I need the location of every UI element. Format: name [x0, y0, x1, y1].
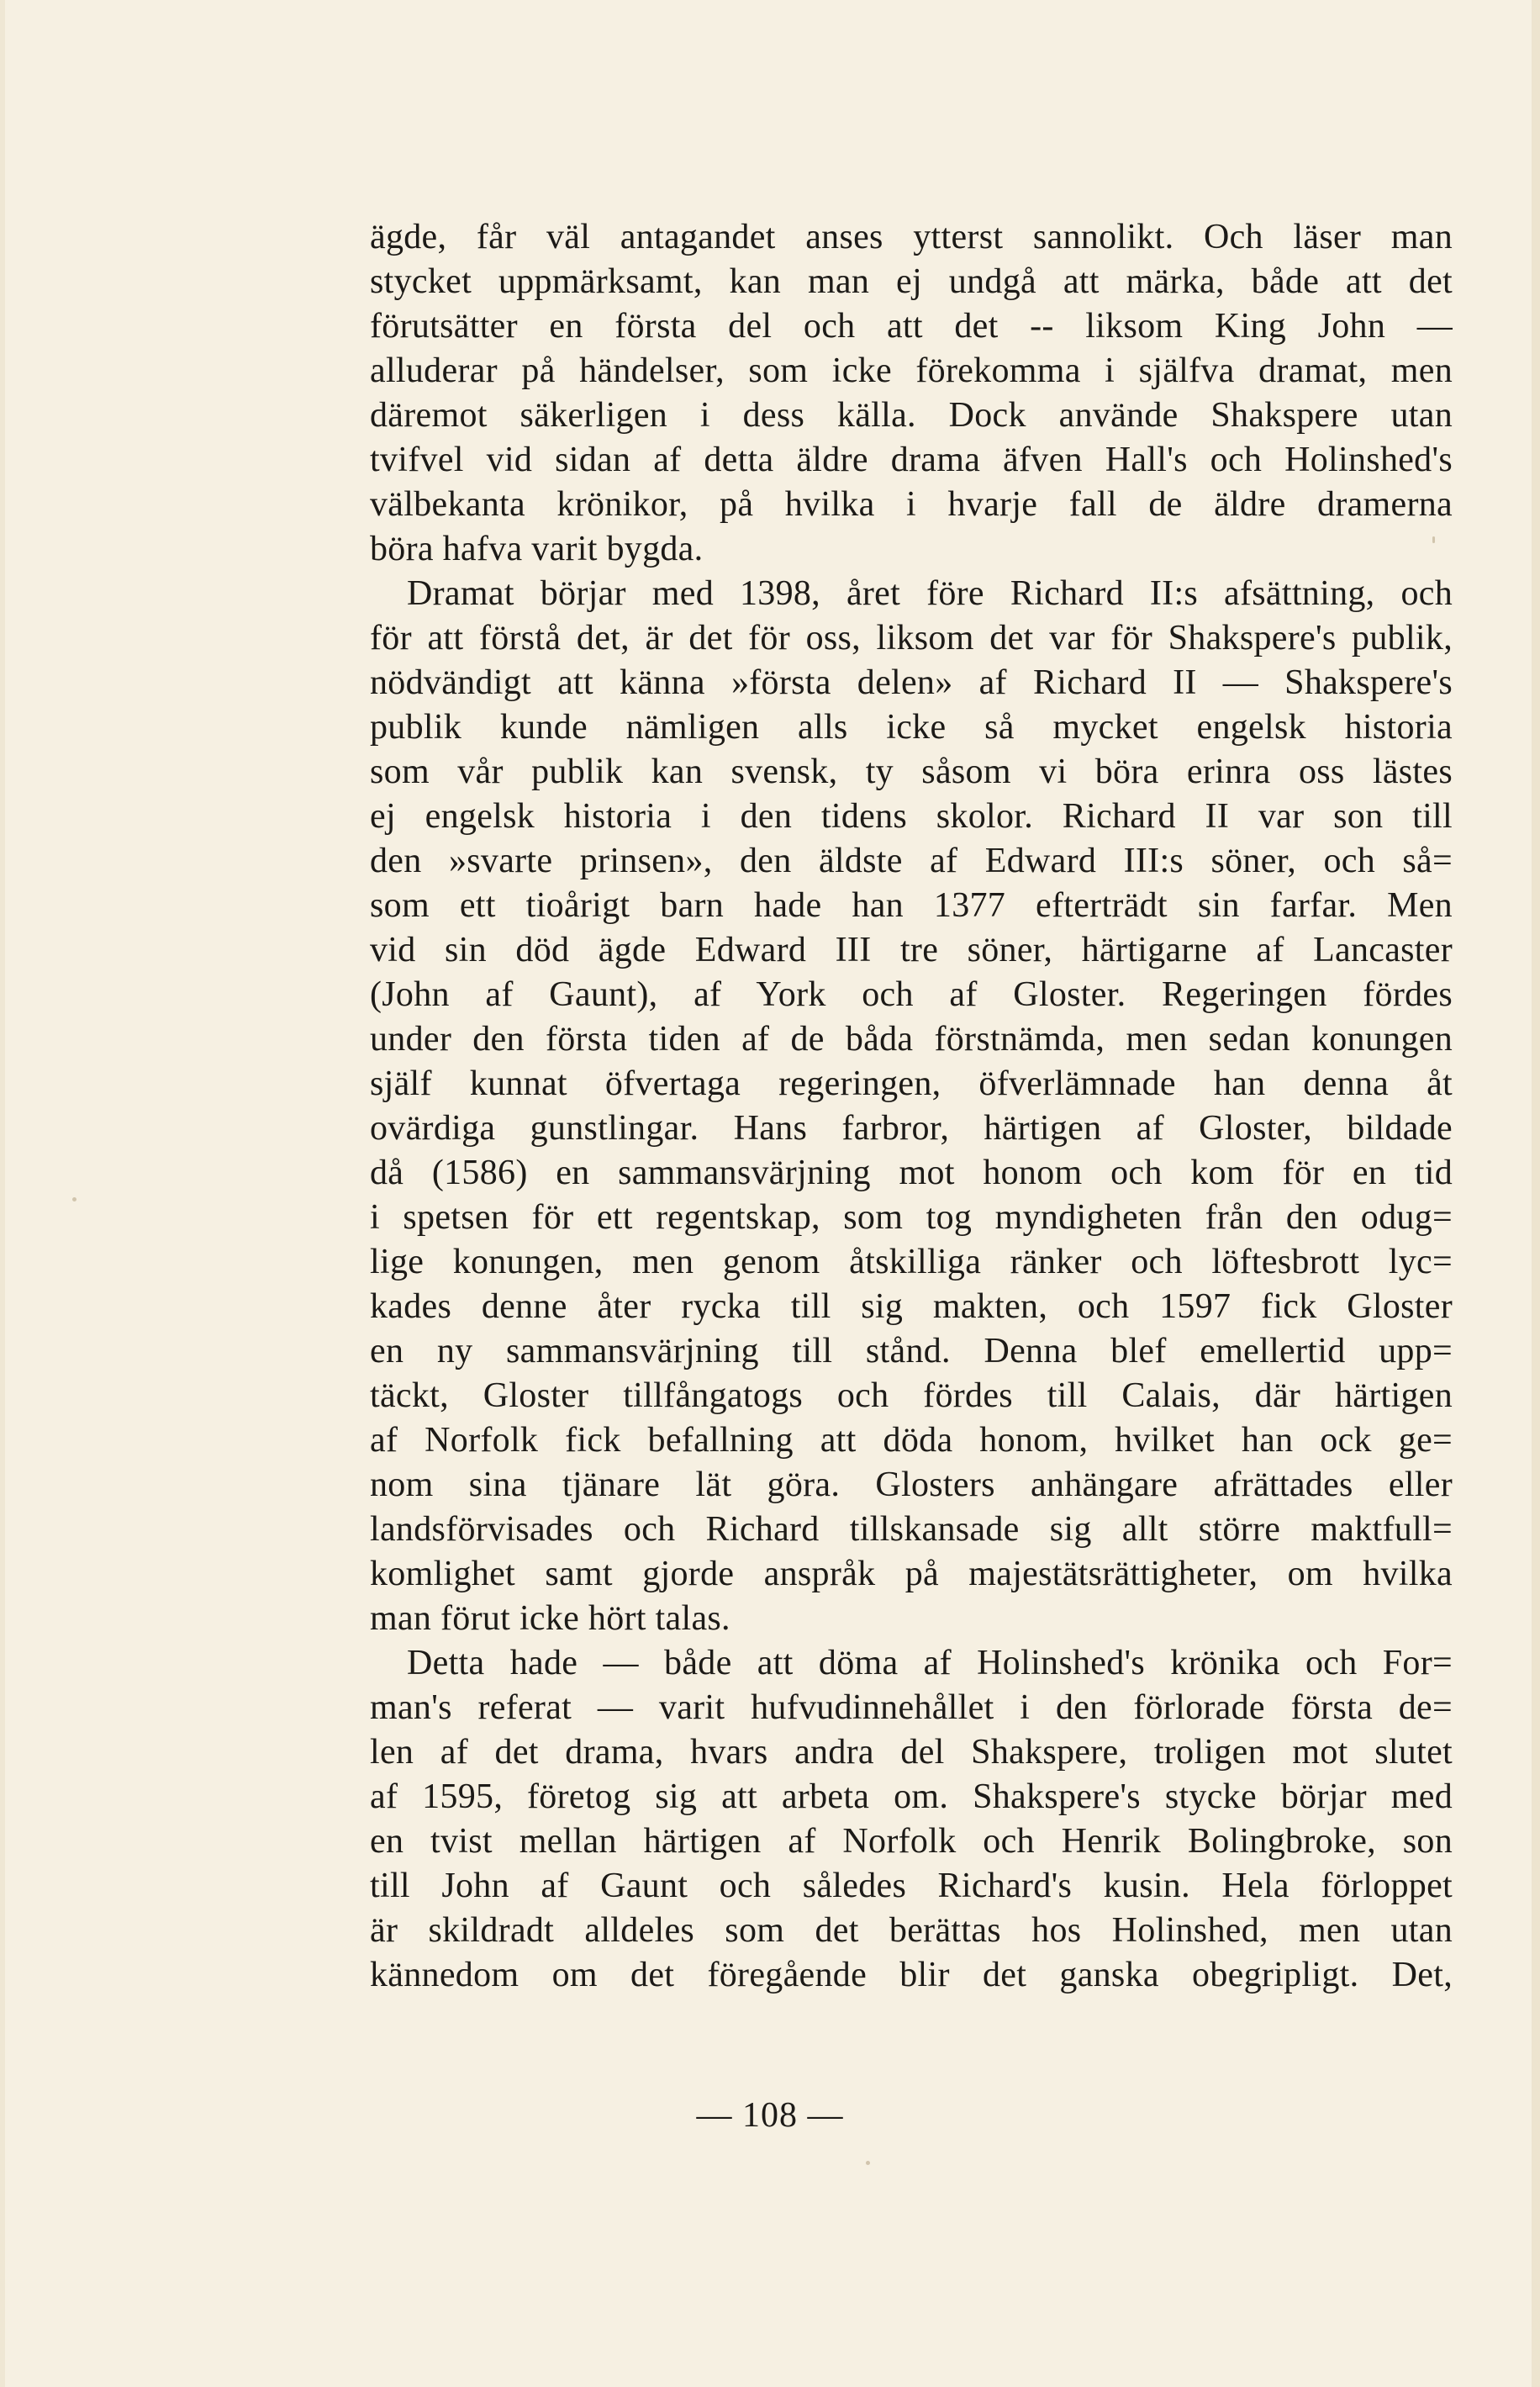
text-line: vid sin död ägde Edward III tre söner, härtigarne af Lancaster	[370, 931, 1453, 969]
text-line: en tvist mellan härtigen af Norfolk och Henrik Bolingbroke, son	[370, 1822, 1453, 1861]
paper-speck	[1432, 536, 1435, 543]
text-line: en ny sammansvärjning till stånd. Denna blef emellertid upp=	[370, 1332, 1453, 1370]
text-line: som vår publik kan svensk, ty såsom vi böra erinra oss lästes	[370, 753, 1453, 791]
text-line: man förut icke hört talas.	[370, 1599, 730, 1638]
text-line: lige konungen, men genom åtskilliga ränker och löftesbrott lyc=	[370, 1243, 1453, 1281]
text-line: däremot säkerligen i dess källa. Dock använde Shakspere utan	[370, 396, 1453, 435]
text-line: böra hafva varit bygda.	[370, 530, 704, 568]
page-number: — 108 —	[696, 2096, 844, 2135]
text-line: tvifvel vid sidan af detta äldre drama äfven Hall's och Holinshed's	[370, 441, 1453, 479]
text-line: den »svarte prinsen», den äldste af Edward III:s söner, och så=	[370, 842, 1453, 880]
text-line: (John af Gaunt), af York och af Gloster. Regeringen fördes	[370, 975, 1453, 1014]
text-line: själf kunnat öfvertaga regeringen, öfverlämnade han denna åt	[370, 1064, 1453, 1103]
text-line: som ett tioårigt barn hade han 1377 efterträdt sin farfar. Men	[370, 886, 1453, 925]
text-line: af Norfolk fick befallning att döda honom, hvilket han ock ge=	[370, 1421, 1453, 1460]
text-line: då (1586) en sammansvärjning mot honom och kom för en tid	[370, 1154, 1453, 1192]
text-line: Dramat börjar med 1398, året före Richard II:s afsättning, och	[407, 574, 1453, 613]
text-line: ovärdiga gunstlingar. Hans farbror, härtigen af Gloster, bildade	[370, 1109, 1453, 1148]
paper-speck	[72, 1197, 76, 1201]
text-line: nödvändigt att känna »första delen» af Richard II — Shakspere's	[370, 663, 1453, 702]
text-line: alluderar på händelser, som icke förekomma i själfva dramat, men	[370, 351, 1453, 390]
text-line: publik kunde nämligen alls icke så mycket engelsk historia	[370, 708, 1453, 747]
text-line: komlighet samt gjorde anspråk på majestätsrättigheter, om hvilka	[370, 1555, 1453, 1593]
text-line: kades denne åter rycka till sig makten, och 1597 fick Gloster	[370, 1287, 1453, 1326]
text-line: man's referat — varit hufvudinnehållet i den förlorade första de=	[370, 1688, 1453, 1727]
text-line: välbekanta krönikor, på hvilka i hvarje fall de äldre dramerna	[370, 485, 1453, 524]
text-line: af 1595, företog sig att arbeta om. Shakspere's stycke börjar med	[370, 1777, 1453, 1816]
text-line: stycket uppmärksamt, kan man ej undgå att märka, både att det	[370, 262, 1453, 301]
paper-speck	[866, 2161, 870, 2165]
text-line: ej engelsk historia i den tidens skolor. Richard II var son till	[370, 797, 1453, 836]
text-line: i spetsen för ett regentskap, som tog myndigheten från den odug=	[370, 1198, 1453, 1237]
text-line: till John af Gaunt och således Richard's kusin. Hela förloppet	[370, 1867, 1453, 1905]
text-line: len af det drama, hvars andra del Shakspere, troligen mot slutet	[370, 1733, 1453, 1772]
text-line: förutsätter en första del och att det -- liksom King John —	[370, 307, 1453, 346]
text-line: är skildradt alldeles som det berättas hos Holinshed, men utan	[370, 1911, 1453, 1950]
text-line: landsförvisades och Richard tillskansade sig allt större maktfull=	[370, 1510, 1453, 1549]
text-line: nom sina tjänare lät göra. Glosters anhängare afrättades eller	[370, 1465, 1453, 1504]
text-line: kännedom om det föregående blir det ganska obegripligt. Det,	[370, 1956, 1453, 1994]
text-line: ägde, får väl antagandet anses ytterst sannolikt. Och läser man	[370, 218, 1453, 256]
text-line: för att förstå det, är det för oss, liksom det var för Shakspere's publik,	[370, 619, 1453, 657]
text-line: Detta hade — både att döma af Holinshed's krönika och For=	[407, 1644, 1453, 1682]
text-line: under den första tiden af de båda förstnämda, men sedan konungen	[370, 1020, 1453, 1059]
text-line: täckt, Gloster tillfångatogs och fördes till Calais, där härtigen	[370, 1376, 1453, 1415]
